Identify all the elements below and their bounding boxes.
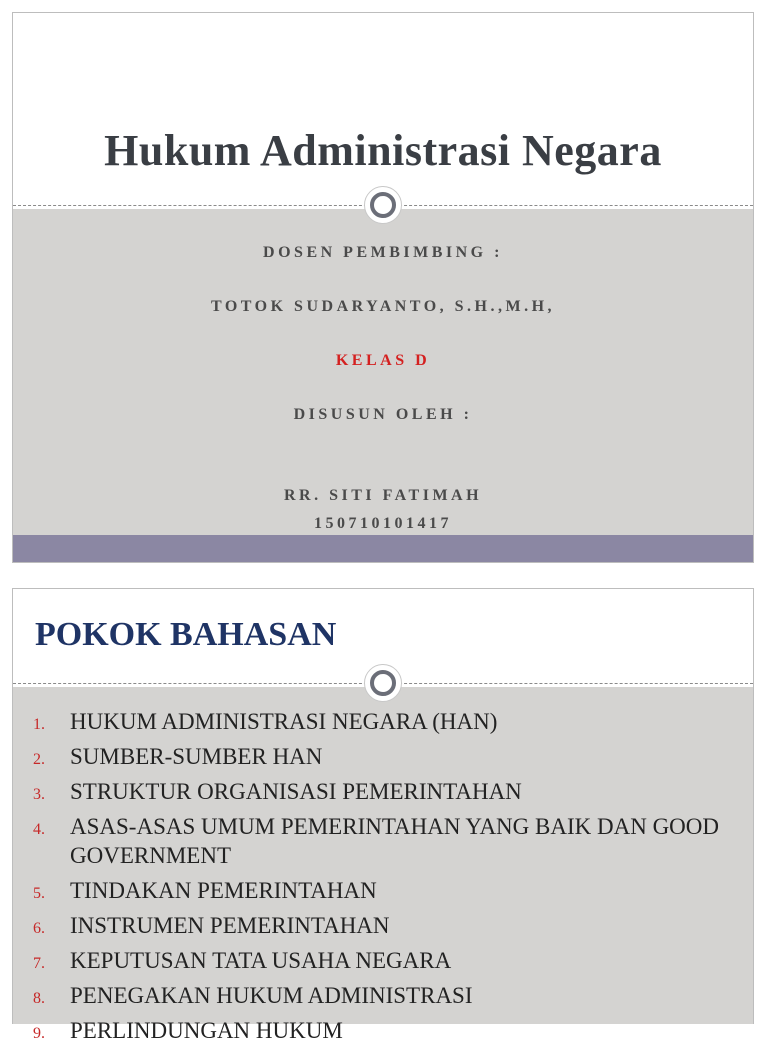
author-id: 150710101417 <box>314 515 452 532</box>
disusun-label: DISUSUN OLEH : <box>293 406 473 423</box>
item-text: PERLINDUNGAN HUKUM <box>70 1018 343 1043</box>
kelas-label: KELAS D <box>335 352 431 369</box>
item-text: PENEGAKAN HUKUM ADMINISTRASI <box>70 983 473 1008</box>
item-number: 9. <box>33 1025 45 1042</box>
list-item <box>13 777 753 806</box>
item-number: 1. <box>33 716 45 733</box>
item-text: KEPUTUSAN TATA USAHA NEGARA <box>70 948 452 973</box>
item-text: TINDAKAN PEMERINTAHAN <box>70 878 377 903</box>
footer-bar <box>13 535 753 562</box>
list-item <box>13 911 753 940</box>
slide-title: Hukum Administrasi Negara <box>104 126 662 175</box>
item-number: 6. <box>33 920 45 937</box>
item-number: 2. <box>33 751 45 768</box>
list-item <box>13 742 753 771</box>
dosen-label: DOSEN PEMBIMBING : <box>263 244 503 261</box>
item-text: HUKUM ADMINISTRASI NEGARA (HAN) <box>70 709 498 734</box>
item-text: SUMBER-SUMBER HAN <box>70 744 323 769</box>
list-item <box>13 1016 753 1045</box>
list-item <box>13 876 753 905</box>
ring-circle-icon <box>364 664 402 702</box>
title-slide <box>12 12 754 563</box>
item-number: 4. <box>33 821 45 838</box>
list-item <box>13 707 753 736</box>
item-number: 7. <box>33 955 45 972</box>
item-text: STRUKTUR ORGANISASI PEMERINTAHAN <box>70 779 522 804</box>
item-number: 3. <box>33 786 45 803</box>
title-area <box>13 13 753 206</box>
topics-slide <box>12 588 754 1043</box>
item-number: 5. <box>33 885 45 902</box>
item-text: INSTRUMEN PEMERINTAHAN <box>70 913 390 938</box>
list-item <box>13 981 753 1010</box>
list-item <box>13 812 753 870</box>
topic-list <box>13 707 753 1051</box>
subtitle-panel <box>13 209 753 537</box>
item-text: ASAS-ASAS UMUM PEMERINTAHAN YANG BAIK DAN GOOD GOVERNMENT <box>70 814 720 868</box>
item-number: 8. <box>33 990 45 1007</box>
list-item <box>13 946 753 975</box>
section-title: POKOK BAHASAN <box>35 616 337 653</box>
dosen-name: TOTOK SUDARYANTO, S.H.,M.H, <box>210 298 556 315</box>
author-name: RR. SITI FATIMAH <box>283 487 483 504</box>
ring-circle-icon <box>364 186 402 224</box>
